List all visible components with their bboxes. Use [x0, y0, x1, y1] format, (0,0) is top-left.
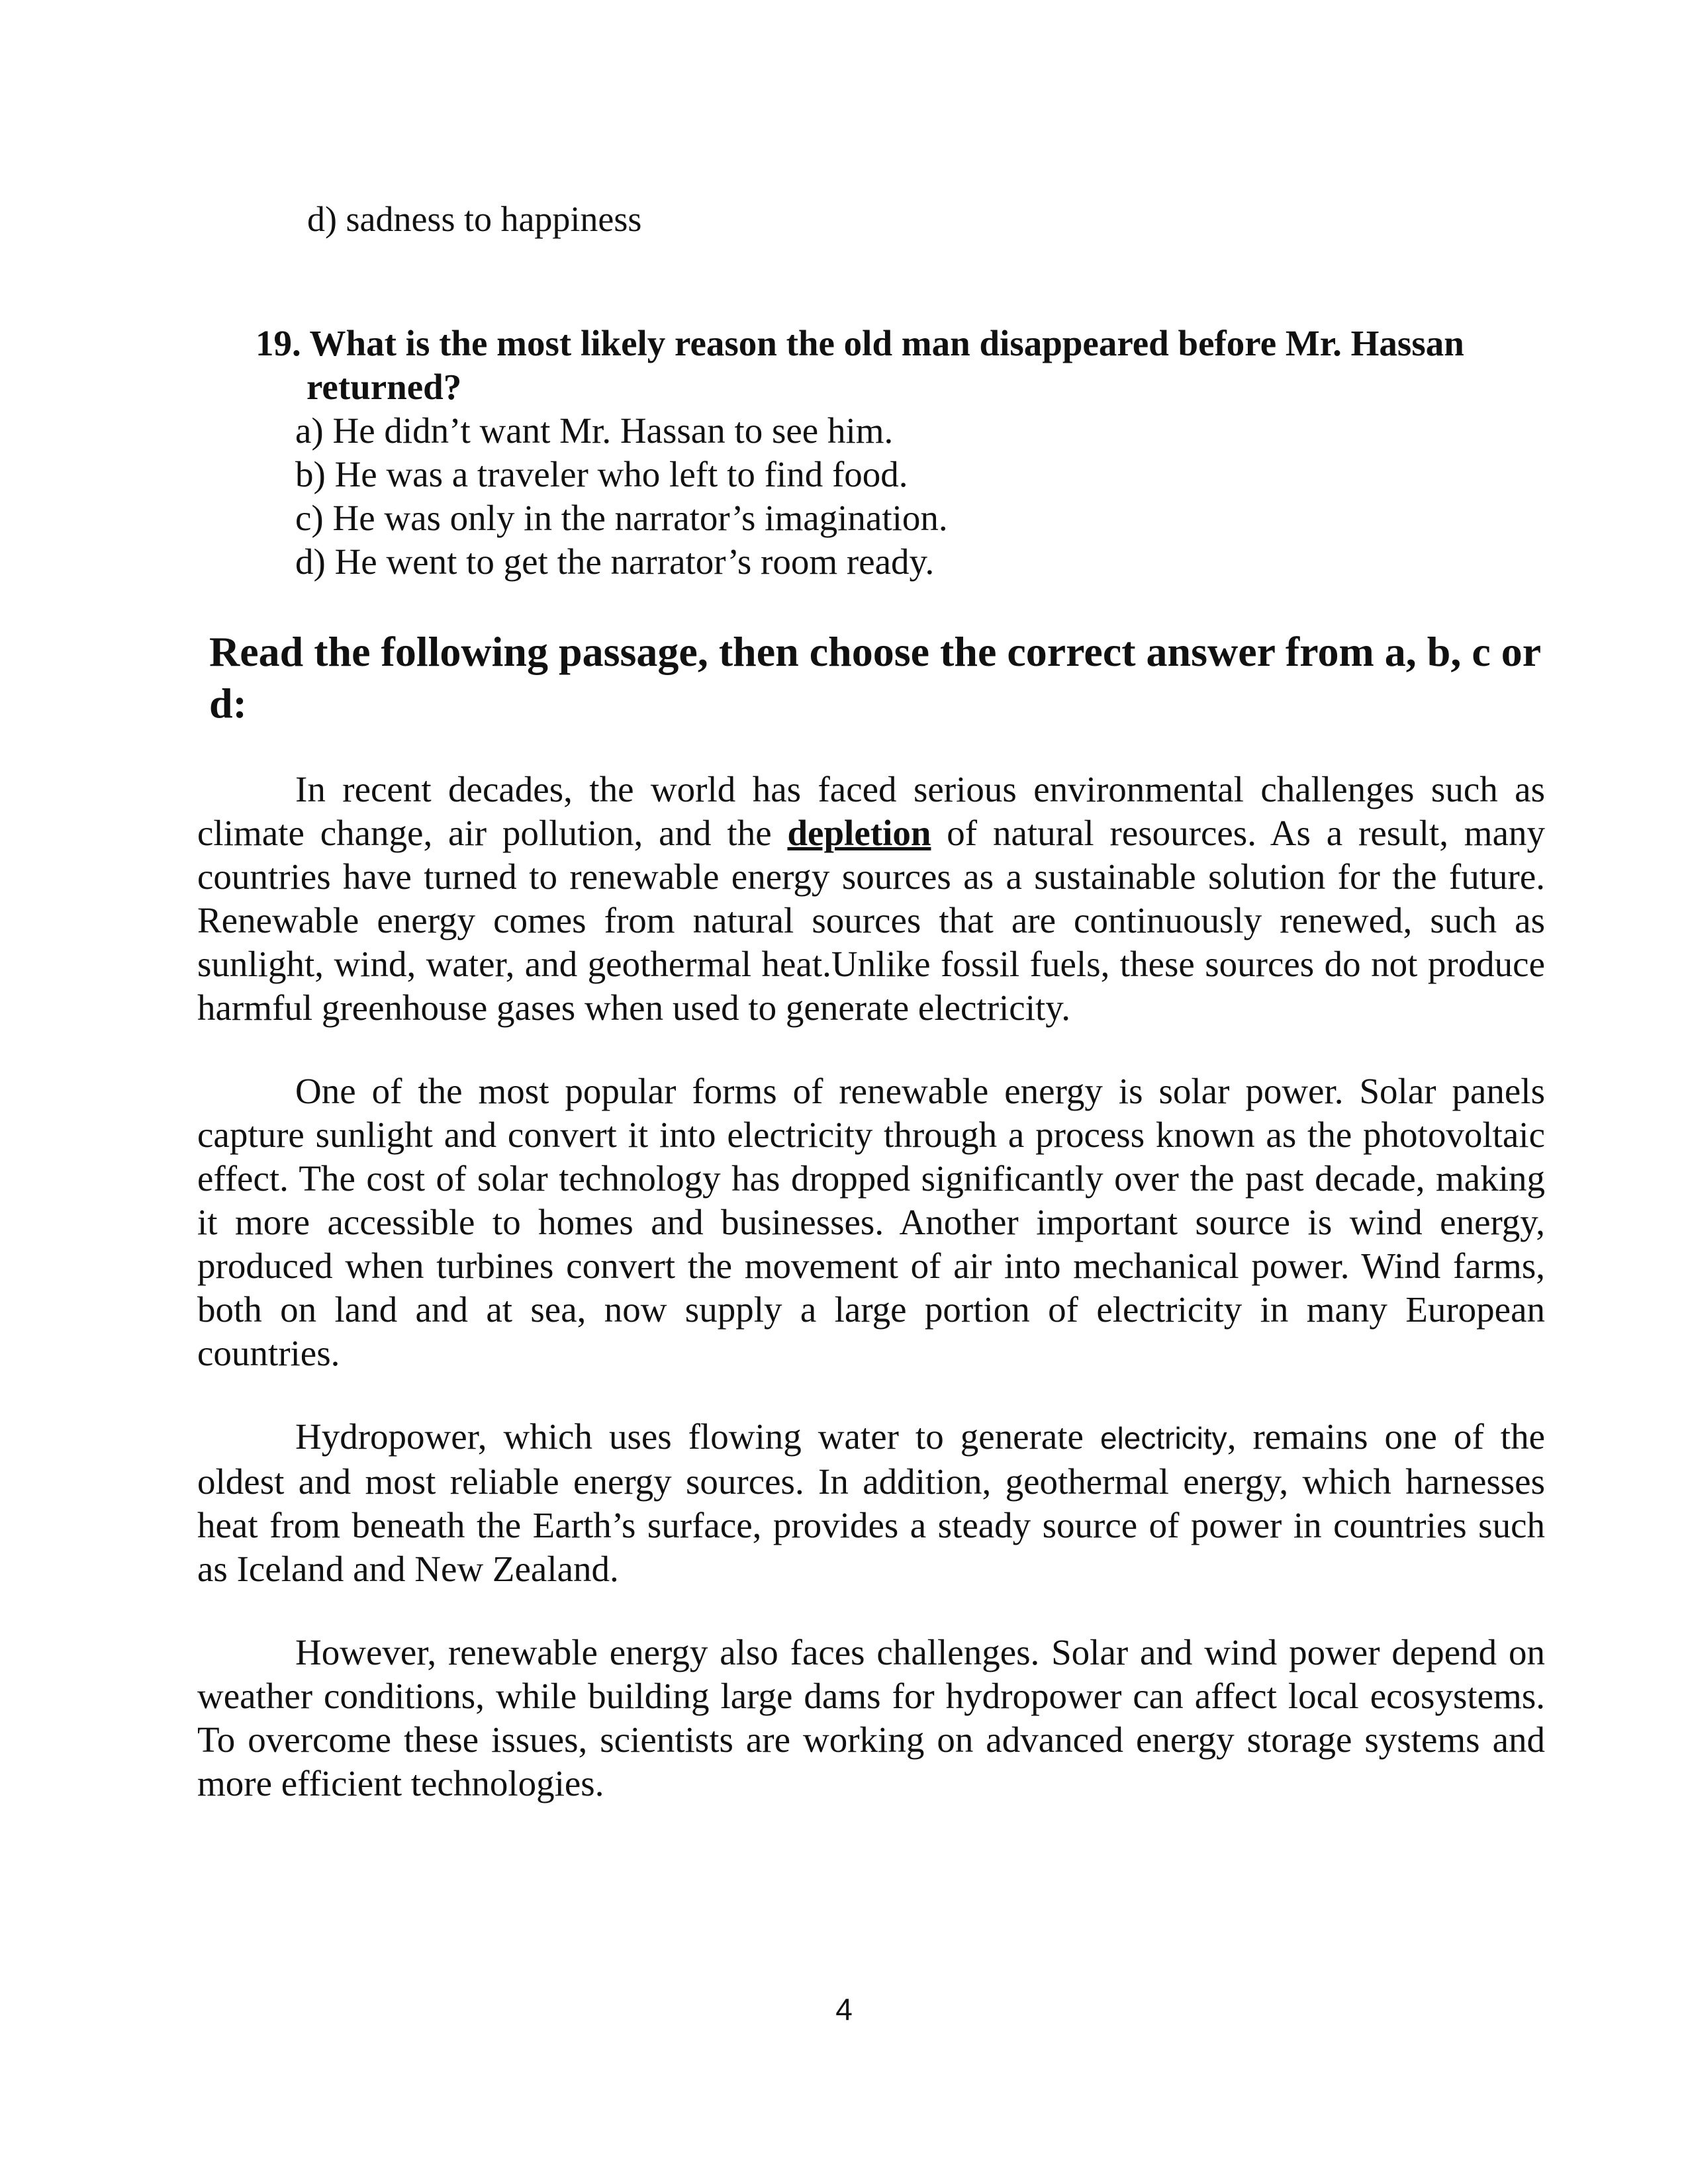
paragraph-1-text-start: In recent decades, the world has faced serious environmental challenges such as climate change, air pollution, and the [197, 769, 1545, 853]
passage-paragraph-4: However, renewable energy also faces challenges. Solar and wind power depend on weather conditions, while building large dams for hydropower can affect local ecosystems. To overcome these issues, scientists are working on advanced energy storage systems and more efficient technologies. [197, 1632, 1545, 1803]
paragraph-3-text-start: Hydropower, which uses flowing water to generate [295, 1416, 1100, 1457]
page-number: 4 [835, 1992, 853, 2026]
paragraph-3-text-end: , remains one of the oldest and most reliable energy sources. In addition, geothermal energy, which harnesses heat from beneath the Earth’s surface, provides a steady source of power in countries such as Iceland and New Zealand. [197, 1416, 1545, 1589]
option-c: c) He was only in the narrator’s imagination. [295, 498, 948, 538]
passage-instruction: Read the following passage, then choose the correct answer from a, b, c or d: [209, 628, 1541, 727]
question-text: What is the most likely reason the old man disappeared before Mr. Hassan returned? [306, 323, 1464, 407]
passage-paragraph-1 [197, 768, 1545, 1030]
question-number: 19. [256, 323, 301, 363]
question-19-options [256, 409, 1546, 584]
question-19-prompt [256, 322, 1546, 409]
sans-serif-word: electricity [1100, 1421, 1227, 1455]
previous-question-option-d: d) sadness to happiness [307, 199, 642, 239]
passage-paragraph-3 [197, 1415, 1545, 1591]
option-d: d) He went to get the narrator’s room ready. [295, 541, 935, 582]
reading-passage [197, 768, 1545, 1805]
option-b: b) He was a traveler who left to find food. [295, 454, 908, 494]
paragraph-1-text-end: of natural resources. As a result, many countries have turned to renewable energy sources as a sustainable solution for the future. Renewable energy comes from natural sources that are continuously renewed, such as sunlight, wind, water, and geothermal heat.Unlike fossil fuels, these sources do not produce harmful greenhouse gases when used to generate electricity. [197, 813, 1546, 1028]
passage-paragraph-2: One of the most popular forms of renewable energy is solar power. Solar panels capture sunlight and convert it into electricity through a process known as the photovoltaic effect. The cost of solar technology has dropped significantly over the past decade, making it more accessible to homes and businesses. Another important source is wind energy, produced when turbines convert the movement of air into mechanical power. Wind farms, both on land and at sea, now supply a large portion of electricity in many European countries. [197, 1071, 1545, 1373]
underlined-keyword: depletion [787, 813, 931, 853]
question-19 [256, 322, 1546, 584]
option-a: a) He didn’t want Mr. Hassan to see him. [295, 410, 894, 451]
